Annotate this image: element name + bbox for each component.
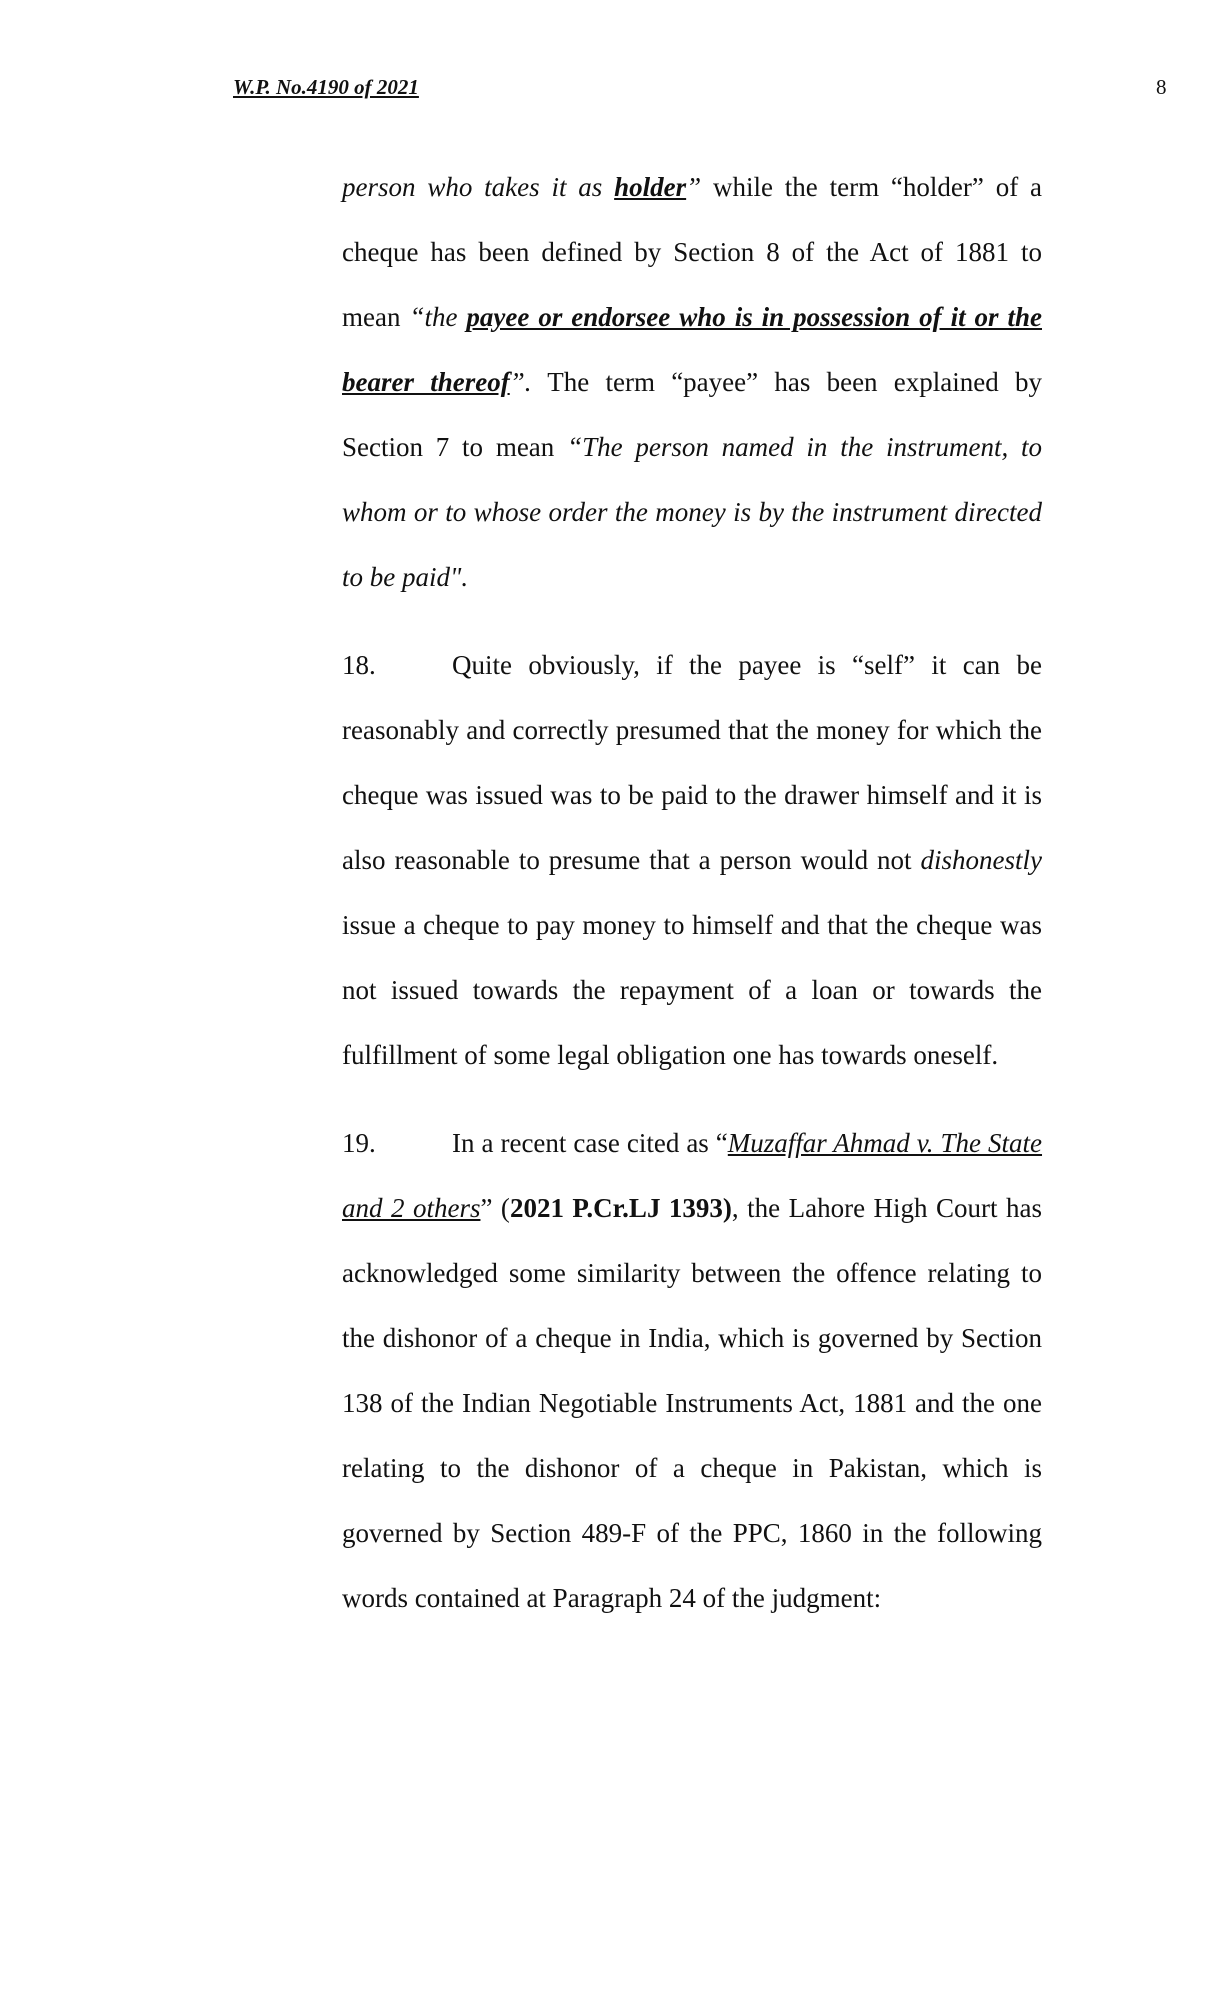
text-run: , the Lahore High Court has acknowledged some similarity between the offence relating to the dishonor of a cheque in India, which is governed by Section 138 of the Indian Negotiable Instruments Act, 1881 and the one relating to the dishonor of a cheque in Pakistan, which is governed by Section 489-F of the PPC, 1860 in the following words contained at Paragraph 24 of the judgment: <box>342 1193 1043 1613</box>
text-run: ” <box>686 172 702 202</box>
text-run: person who takes it as <box>342 172 615 202</box>
text-run: ”. <box>509 367 532 397</box>
emphasis-dishonestly: dishonestly <box>920 845 1042 875</box>
paragraph-19 <box>342 1111 1042 1631</box>
paragraph-18 <box>342 633 1042 1088</box>
paragraph-number: 19. <box>342 1128 376 1158</box>
quoted-definition: “The person named in the instrument, to whom or to whose order the money is by the instrument directed to be paid". <box>342 432 1042 592</box>
case-name: Muzaffar Ahmad v. The State and 2 others <box>342 1128 1043 1223</box>
page-number: 8 <box>1156 75 1167 99</box>
text-run: issue a cheque to pay money to himself and that the cheque was not issued towards the repayment of a loan or towards the fulfillment of some legal obligation one has towards oneself. <box>342 910 1042 1070</box>
document-body <box>342 155 1042 1631</box>
emphasis-holder-definition: payee or endorsee who is in possession of it or the bearer thereof <box>342 302 1042 397</box>
text-run: while the term “holder” of a cheque has been defined by Section 8 of the Act of 1881 to mean <box>342 172 1042 332</box>
text-run: ” ( <box>480 1193 510 1223</box>
paragraph-continued <box>342 155 1042 610</box>
text-run: Quite obviously, if the payee is “self” it can be reasonably and correctly presumed that the money for which the cheque was issued was to be paid to the drawer himself and it is also reasonable to presume that a person would not <box>342 650 1042 875</box>
text-run: “the <box>409 302 467 332</box>
case-citation: 2021 P.Cr.LJ 1393) <box>509 1193 732 1223</box>
text-run: The term “payee” has been explained by Section 7 to mean <box>342 367 1042 462</box>
text-run: In a recent case cited as “ <box>452 1128 728 1158</box>
paragraph-number: 18. <box>342 650 376 680</box>
emphasis-holder: holder <box>614 172 687 202</box>
case-reference: W.P. No.4190 of 2021 <box>233 75 419 99</box>
